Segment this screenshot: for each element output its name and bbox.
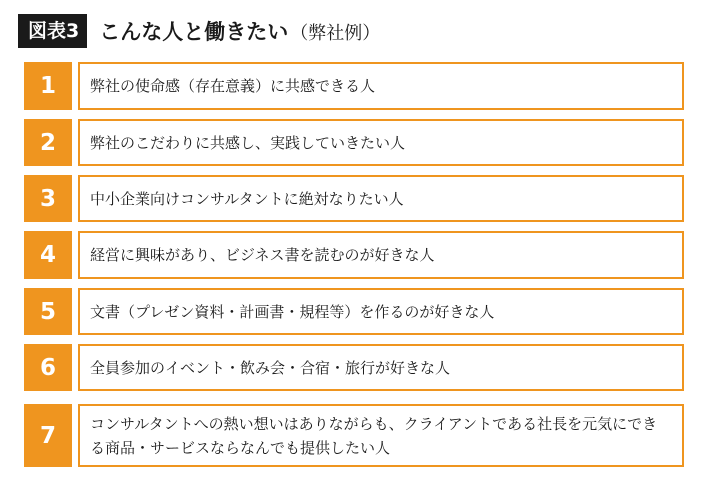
item-number: 3: [24, 175, 72, 222]
figure-header: [18, 14, 380, 48]
item-text: コンサルタントへの熱い想いはありながらも、クライアントである社長を元気にできる商品・サービスならなんでも提供したい人: [78, 404, 684, 467]
item-text: 経営に興味があり、ビジネス書を読むのが好きな人: [78, 231, 684, 279]
item-text: 文書（プレゼン資料・計画書・規程等）を作るのが好きな人: [78, 288, 684, 335]
list-item: [24, 62, 684, 110]
list-item: [24, 404, 684, 467]
list-item: [24, 231, 684, 279]
figure-title: [99, 16, 380, 46]
item-number: 2: [24, 119, 72, 166]
list-item: [24, 344, 684, 391]
list-item: [24, 119, 684, 166]
item-text: 全員参加のイベント・飲み会・合宿・旅行が好きな人: [78, 344, 684, 391]
list-item: [24, 288, 684, 335]
figure-number-badge: 図表3: [18, 14, 87, 48]
item-text: 弊社のこだわりに共感し、実践していきたい人: [78, 119, 684, 166]
list-item: [24, 175, 684, 222]
item-number: 7: [24, 404, 72, 467]
item-text: 中小企業向けコンサルタントに絶対なりたい人: [78, 175, 684, 222]
figure-title-note: （弊社例）: [290, 23, 381, 44]
item-number: 5: [24, 288, 72, 335]
item-text: 弊社の使命感（存在意義）に共感できる人: [78, 62, 684, 110]
figure-title-main: こんな人と働きたい: [99, 20, 289, 44]
item-number: 4: [24, 231, 72, 279]
item-number: 1: [24, 62, 72, 110]
item-number: 6: [24, 344, 72, 391]
